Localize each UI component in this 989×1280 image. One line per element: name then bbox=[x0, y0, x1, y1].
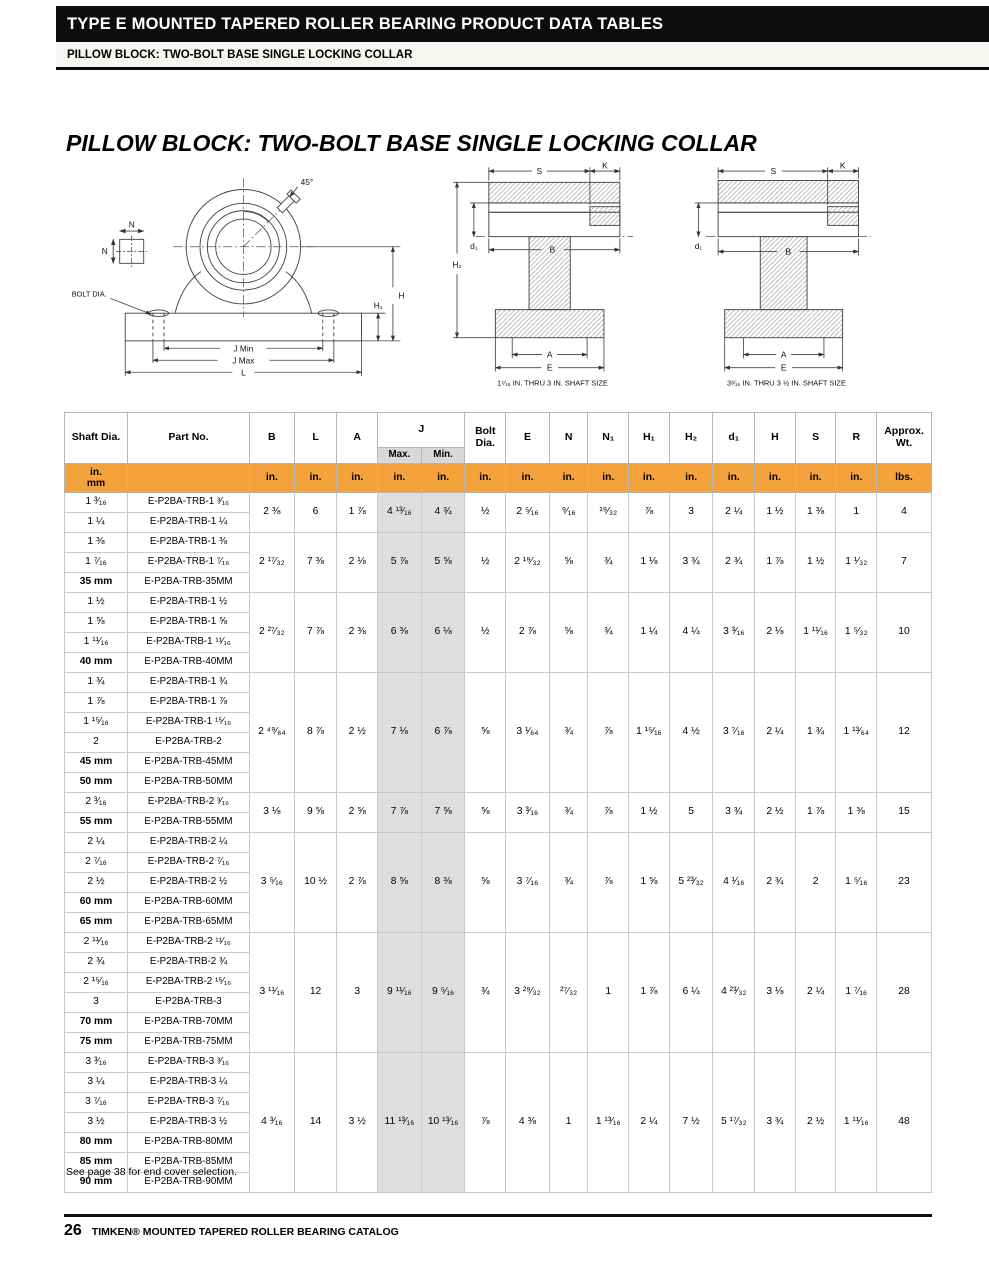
unit-cell-l: in. bbox=[294, 464, 337, 493]
dim-cell-R: 1 bbox=[836, 493, 877, 533]
dim-cell-d1: 4 ¹⁄₁₆ bbox=[713, 833, 755, 933]
dim-cell-E: 3 ¹⁄₆₄ bbox=[506, 673, 550, 793]
dim-cell-bolt-dia: ½ bbox=[465, 493, 506, 533]
dim-cell-J-min: 6 ⅞ bbox=[421, 673, 465, 793]
dim-cell-J-max: 4 ¹³⁄₁₆ bbox=[378, 493, 422, 533]
part-no-cell: E-P2BA-TRB-3 ¼ bbox=[128, 1073, 250, 1093]
part-no-cell: E-P2BA-TRB-1 ³⁄₁₆ bbox=[128, 493, 250, 513]
dim-cell-H1: 1 ⅞ bbox=[629, 933, 670, 1053]
col-header-shaft-dia: Shaft Dia. bbox=[65, 413, 128, 464]
dim-cell-H2: 7 ½ bbox=[669, 1053, 713, 1193]
dim-cell-d1: 3 ¾ bbox=[713, 793, 755, 833]
dim-label-45deg: 45° bbox=[300, 176, 314, 187]
unit-cell-n: in. bbox=[549, 464, 588, 493]
part-no-cell: E-P2BA-TRB-85MM bbox=[128, 1153, 250, 1173]
dim-cell-N: ⅝ bbox=[549, 533, 588, 593]
dim-cell-A: 2 ½ bbox=[337, 673, 378, 793]
dim-cell-A: 2 ⅝ bbox=[337, 793, 378, 833]
dim-cell-wt: 10 bbox=[877, 593, 932, 673]
dim-cell-N1: 1 ¹³⁄₁₆ bbox=[588, 1053, 629, 1193]
unit-cell-s: in. bbox=[795, 464, 836, 493]
table-row bbox=[65, 793, 932, 813]
page-number: 26 bbox=[64, 1222, 82, 1239]
footer-catalog-title: TIMKEN® MOUNTED TAPERED ROLLER BEARING CATALOG bbox=[91, 1226, 399, 1238]
dim-cell-S: 1 ⅞ bbox=[795, 793, 836, 833]
unit-cell-b: in. bbox=[249, 464, 294, 493]
part-no-cell: E-P2BA-TRB-70MM bbox=[128, 1013, 250, 1033]
dim-cell-J-min: 5 ⅝ bbox=[421, 533, 465, 593]
dim-cell-d1: 2 ¾ bbox=[713, 533, 755, 593]
dim-cell-R: 1 ⁵⁄₁₆ bbox=[836, 833, 877, 933]
part-no-cell: E-P2BA-TRB-3 bbox=[128, 993, 250, 1013]
dim-cell-L: 7 ⅞ bbox=[294, 593, 337, 673]
dim-cell-J-min: 9 ⁵⁄₁₆ bbox=[421, 933, 465, 1053]
dim-label-b: B bbox=[549, 244, 556, 255]
dim-cell-H: 3 ⅛ bbox=[755, 933, 796, 1053]
dim-cell-B: 2 ²⁷⁄₃₂ bbox=[249, 593, 294, 673]
dim-label-d1: d₁ bbox=[694, 240, 703, 251]
dim-cell-E: 3 ³⁄₁₆ bbox=[506, 793, 550, 833]
dim-cell-A: 3 ½ bbox=[337, 1053, 378, 1193]
product-table-body bbox=[65, 493, 932, 1193]
dim-cell-N1: ¾ bbox=[588, 593, 629, 673]
dim-label-e: E bbox=[780, 362, 787, 373]
dim-cell-H1: 1 ¼ bbox=[629, 593, 670, 673]
part-no-cell: E-P2BA-TRB-2 bbox=[128, 733, 250, 753]
dim-cell-B: 4 ³⁄₁₆ bbox=[249, 1053, 294, 1193]
shaft-dia-cell: 35 mm bbox=[65, 573, 128, 593]
part-no-cell: E-P2BA-TRB-1 ¹⁵⁄₁₆ bbox=[128, 713, 250, 733]
dim-cell-J-min: 4 ¾ bbox=[421, 493, 465, 533]
dim-cell-d1: 3 ³⁄₁₆ bbox=[713, 593, 755, 673]
unit-line: in. bbox=[90, 466, 103, 478]
shaft-dia-cell: 1 ½ bbox=[65, 593, 128, 613]
dim-cell-A: 2 ⅜ bbox=[337, 593, 378, 673]
part-no-cell: E-P2BA-TRB-40MM bbox=[128, 653, 250, 673]
dim-cell-E: 2 ¹⁹⁄₃₂ bbox=[506, 533, 550, 593]
unit-cell-approx-wt: lbs. bbox=[877, 464, 932, 493]
dim-cell-d1: 2 ¼ bbox=[713, 493, 755, 533]
shaft-dia-cell: 45 mm bbox=[65, 753, 128, 773]
dim-cell-S: 1 ¹¹⁄₁₆ bbox=[795, 593, 836, 673]
shaft-dia-cell: 2 ¹¹⁄₁₆ bbox=[65, 933, 128, 953]
dim-cell-R: 1 ⁷⁄₁₆ bbox=[836, 933, 877, 1053]
dim-label-s: S bbox=[536, 165, 543, 176]
shaft-dia-cell: 3 bbox=[65, 993, 128, 1013]
shaft-dia-cell: 1 ⅞ bbox=[65, 693, 128, 713]
col-header-d: d₁ bbox=[713, 413, 755, 464]
shaft-dia-cell: 1 ⅜ bbox=[65, 533, 128, 553]
dim-cell-L: 14 bbox=[294, 1053, 337, 1193]
shaft-dia-cell: 2 ³⁄₁₆ bbox=[65, 793, 128, 813]
footer-rule bbox=[64, 1214, 932, 1217]
shaft-dia-cell: 2 ⁷⁄₁₆ bbox=[65, 853, 128, 873]
dim-cell-H2: 4 ½ bbox=[669, 673, 713, 793]
drawing-caption: 3³⁄₁₆ IN. THRU 3 ½ IN. SHAFT SIZE bbox=[726, 378, 846, 388]
shaft-dia-cell: 1 ³⁄₁₆ bbox=[65, 493, 128, 513]
col-header-l: L bbox=[294, 413, 337, 464]
shaft-dia-cell: 1 ¼ bbox=[65, 513, 128, 533]
dim-cell-S: 1 ¾ bbox=[795, 673, 836, 793]
col-header-h: H₂ bbox=[669, 413, 713, 464]
section-outline bbox=[489, 182, 620, 337]
dim-cell-bolt-dia: ⅝ bbox=[465, 833, 506, 933]
unit-cell-h: in. bbox=[629, 464, 670, 493]
shaft-dia-cell: 70 mm bbox=[65, 1013, 128, 1033]
part-no-cell: E-P2BA-TRB-1 ¹¹⁄₁₆ bbox=[128, 633, 250, 653]
col-header-h: H₁ bbox=[629, 413, 670, 464]
col-header-n: N bbox=[549, 413, 588, 464]
dim-cell-wt: 4 bbox=[877, 493, 932, 533]
part-no-cell: E-P2BA-TRB-3 ½ bbox=[128, 1113, 250, 1133]
dim-cell-d1: 5 ¹⁷⁄₃₂ bbox=[713, 1053, 755, 1193]
unit-cell-j: in. bbox=[378, 464, 422, 493]
dim-cell-H2: 3 bbox=[669, 493, 713, 533]
part-no-cell: E-P2BA-TRB-75MM bbox=[128, 1033, 250, 1053]
unit-cell-part bbox=[128, 464, 250, 493]
page-footer bbox=[64, 1222, 399, 1240]
subheader-title: PILLOW BLOCK: TWO-BOLT BASE SINGLE LOCKING COLLAR bbox=[67, 48, 413, 61]
unit-cell-e: in. bbox=[506, 464, 550, 493]
unit-cell-d: in. bbox=[713, 464, 755, 493]
dim-cell-B: 3 ⁵⁄₁₆ bbox=[249, 833, 294, 933]
col-header-s: S bbox=[795, 413, 836, 464]
dim-cell-H: 1 ⅞ bbox=[755, 533, 796, 593]
dim-cell-H1: 1 ⅛ bbox=[629, 533, 670, 593]
dim-label-s: S bbox=[770, 165, 777, 176]
header-bar-title: TYPE E MOUNTED TAPERED ROLLER BEARING PRODUCT DATA TABLES bbox=[67, 14, 664, 33]
bolt-slot-detail bbox=[113, 231, 147, 267]
dim-cell-bolt-dia: ⅝ bbox=[465, 673, 506, 793]
dim-cell-L: 8 ⅞ bbox=[294, 673, 337, 793]
table-row bbox=[65, 533, 932, 553]
dim-cell-B: 3 ⅛ bbox=[249, 793, 294, 833]
dim-cell-L: 6 bbox=[294, 493, 337, 533]
col-header-h: H bbox=[755, 413, 796, 464]
dim-cell-H2: 4 ¼ bbox=[669, 593, 713, 673]
dim-cell-R: 1 ¹³⁄₆₄ bbox=[836, 673, 877, 793]
dim-cell-N1: ¹⁹⁄₃₂ bbox=[588, 493, 629, 533]
table-row bbox=[65, 493, 932, 513]
dim-cell-E: 2 ⁵⁄₁₆ bbox=[506, 493, 550, 533]
col-header-e: E bbox=[506, 413, 550, 464]
part-no-cell: E-P2BA-TRB-1 ½ bbox=[128, 593, 250, 613]
dim-cell-d1: 4 ²³⁄₃₂ bbox=[713, 933, 755, 1053]
part-no-cell: E-P2BA-TRB-2 ³⁄₁₆ bbox=[128, 793, 250, 813]
dim-cell-d1: 3 ⁷⁄₁₆ bbox=[713, 673, 755, 793]
dim-cell-N1: ⅞ bbox=[588, 673, 629, 793]
shaft-dia-cell: 50 mm bbox=[65, 773, 128, 793]
dim-cell-S: 2 ¼ bbox=[795, 933, 836, 1053]
dim-cell-L: 7 ⅜ bbox=[294, 533, 337, 593]
shaft-dia-cell: 3 ⁷⁄₁₆ bbox=[65, 1093, 128, 1113]
product-data-table-wrap bbox=[64, 412, 932, 1193]
dim-cell-N: ⁹⁄₁₆ bbox=[549, 493, 588, 533]
part-no-cell: E-P2BA-TRB-65MM bbox=[128, 913, 250, 933]
table-row bbox=[65, 933, 932, 953]
dim-cell-J-min: 6 ⅛ bbox=[421, 593, 465, 673]
shaft-dia-cell: 1 ¹¹⁄₁₆ bbox=[65, 633, 128, 653]
table-units-row bbox=[65, 464, 932, 493]
unit-cell-r: in. bbox=[836, 464, 877, 493]
col-header-bolt-dia: Bolt Dia. bbox=[465, 413, 506, 464]
part-no-cell: E-P2BA-TRB-50MM bbox=[128, 773, 250, 793]
dim-cell-bolt-dia: ¾ bbox=[465, 933, 506, 1053]
dim-cell-L: 9 ⅝ bbox=[294, 793, 337, 833]
col-subheader-min: Min. bbox=[421, 448, 465, 464]
part-no-cell: E-P2BA-TRB-2 ⁷⁄₁₆ bbox=[128, 853, 250, 873]
dim-cell-B: 2 ⅜ bbox=[249, 493, 294, 533]
part-no-cell: E-P2BA-TRB-3 ³⁄₁₆ bbox=[128, 1053, 250, 1073]
part-no-cell: E-P2BA-TRB-3 ⁷⁄₁₆ bbox=[128, 1093, 250, 1113]
dim-cell-H: 2 ½ bbox=[755, 793, 796, 833]
part-no-cell: E-P2BA-TRB-35MM bbox=[128, 573, 250, 593]
dim-cell-N: ¾ bbox=[549, 793, 588, 833]
part-no-cell: E-P2BA-TRB-1 ⅜ bbox=[128, 533, 250, 553]
dim-cell-R: 1 ¹¹⁄₁₆ bbox=[836, 1053, 877, 1193]
dim-cell-H1: 1 ⅝ bbox=[629, 833, 670, 933]
dim-cell-bolt-dia: ½ bbox=[465, 593, 506, 673]
dim-cell-H: 1 ½ bbox=[755, 493, 796, 533]
part-no-cell: E-P2BA-TRB-45MM bbox=[128, 753, 250, 773]
part-no-cell: E-P2BA-TRB-2 ¹¹⁄₁₆ bbox=[128, 933, 250, 953]
shaft-dia-cell: 2 ¹⁵⁄₁₆ bbox=[65, 973, 128, 993]
unit-cell-j: in. bbox=[421, 464, 465, 493]
dim-cell-J-max: 11 ¹³⁄₁₆ bbox=[378, 1053, 422, 1193]
dim-label-b: B bbox=[785, 246, 792, 257]
dim-cell-J-max: 7 ⅞ bbox=[378, 793, 422, 833]
dim-label-n-top: N bbox=[128, 219, 135, 230]
table-row bbox=[65, 593, 932, 613]
shaft-dia-cell: 85 mm bbox=[65, 1153, 128, 1173]
dim-cell-N: ¾ bbox=[549, 833, 588, 933]
shaft-dia-cell: 3 ½ bbox=[65, 1113, 128, 1133]
dim-label-j-min: J Min bbox=[233, 343, 254, 354]
dim-cell-bolt-dia: ½ bbox=[465, 533, 506, 593]
shaft-dia-cell: 2 bbox=[65, 733, 128, 753]
unit-cell-h: in. bbox=[755, 464, 796, 493]
dim-label-j-max: J Max bbox=[232, 355, 255, 366]
dim-label-n-side: N bbox=[101, 246, 108, 257]
dim-cell-N: ¾ bbox=[549, 673, 588, 793]
dim-cell-A: 2 ⅛ bbox=[337, 533, 378, 593]
dim-cell-E: 2 ⅞ bbox=[506, 593, 550, 673]
dim-label-bolt-dia: BOLT DIA. bbox=[71, 289, 107, 299]
dim-label-e: E bbox=[546, 362, 553, 373]
col-header-approx-wt: Approx. Wt. bbox=[877, 413, 932, 464]
part-no-cell: E-P2BA-TRB-1 ¼ bbox=[128, 513, 250, 533]
page-title: PILLOW BLOCK: TWO-BOLT BASE SINGLE LOCKING COLLAR bbox=[66, 130, 757, 156]
part-no-cell: E-P2BA-TRB-2 ¹⁵⁄₁₆ bbox=[128, 973, 250, 993]
unit-cell-n: in. bbox=[588, 464, 629, 493]
col-header-r: R bbox=[836, 413, 877, 464]
dim-cell-H2: 6 ¼ bbox=[669, 933, 713, 1053]
shaft-dia-cell: 2 ¾ bbox=[65, 953, 128, 973]
part-no-cell: E-P2BA-TRB-55MM bbox=[128, 813, 250, 833]
page-subheader-bar bbox=[56, 42, 989, 70]
col-header-n: N₁ bbox=[588, 413, 629, 464]
unit-cell-bolt-dia: in. bbox=[465, 464, 506, 493]
product-table-head bbox=[65, 413, 932, 493]
dim-cell-E: 3 ²⁹⁄₃₂ bbox=[506, 933, 550, 1053]
dim-cell-S: 1 ⅜ bbox=[795, 493, 836, 533]
technical-drawings bbox=[68, 158, 948, 392]
dim-cell-J-max: 5 ⅞ bbox=[378, 533, 422, 593]
dim-cell-H1: 1 ½ bbox=[629, 793, 670, 833]
part-no-cell: E-P2BA-TRB-1 ⅞ bbox=[128, 693, 250, 713]
shaft-dia-cell: 60 mm bbox=[65, 893, 128, 913]
dim-cell-wt: 23 bbox=[877, 833, 932, 933]
section-drawing-small-shafts bbox=[442, 158, 662, 392]
product-table bbox=[64, 412, 932, 1193]
dim-cell-N: ⅝ bbox=[549, 593, 588, 673]
dimension-lines bbox=[110, 187, 400, 376]
section-outline bbox=[718, 180, 858, 337]
dim-cell-H2: 3 ¾ bbox=[669, 533, 713, 593]
dim-cell-R: 1 ¹⁄₃₂ bbox=[836, 533, 877, 593]
part-no-cell: E-P2BA-TRB-90MM bbox=[128, 1173, 250, 1193]
dim-cell-H: 2 ¾ bbox=[755, 833, 796, 933]
end-cover-note: See page 38 for end cover selection. bbox=[66, 1166, 238, 1178]
dim-cell-H1: 1 ¹⁵⁄₁₆ bbox=[629, 673, 670, 793]
part-no-cell: E-P2BA-TRB-1 ¾ bbox=[128, 673, 250, 693]
dim-cell-L: 10 ½ bbox=[294, 833, 337, 933]
dim-label-a: A bbox=[780, 349, 787, 360]
dim-cell-bolt-dia: ⅞ bbox=[465, 1053, 506, 1193]
dim-cell-B: 2 ⁴⁹⁄₆₄ bbox=[249, 673, 294, 793]
dim-cell-S: 2 bbox=[795, 833, 836, 933]
dim-cell-N: 1 bbox=[549, 1053, 588, 1193]
shaft-dia-cell: 3 ³⁄₁₆ bbox=[65, 1053, 128, 1073]
unit-line: mm bbox=[86, 478, 106, 489]
part-no-cell: E-P2BA-TRB-1 ⅝ bbox=[128, 613, 250, 633]
dim-label-h2: H₂ bbox=[452, 259, 462, 270]
dim-cell-R: 1 ⅜ bbox=[836, 793, 877, 833]
table-row bbox=[65, 833, 932, 853]
shaft-dia-cell: 2 ¼ bbox=[65, 833, 128, 853]
dim-cell-N1: ⅞ bbox=[588, 793, 629, 833]
dim-label-h: H bbox=[398, 290, 405, 301]
dim-cell-J-max: 7 ⅛ bbox=[378, 673, 422, 793]
dim-label-k: K bbox=[839, 160, 846, 171]
dim-cell-E: 4 ⅜ bbox=[506, 1053, 550, 1193]
part-no-cell: E-P2BA-TRB-2 ¾ bbox=[128, 953, 250, 973]
shaft-dia-cell: 1 ¾ bbox=[65, 673, 128, 693]
dim-cell-J-max: 9 ¹¹⁄₁₆ bbox=[378, 933, 422, 1053]
dim-cell-N1: 1 bbox=[588, 933, 629, 1053]
dim-cell-J-max: 8 ⅝ bbox=[378, 833, 422, 933]
part-no-cell: E-P2BA-TRB-60MM bbox=[128, 893, 250, 913]
shaft-dia-cell: 75 mm bbox=[65, 1033, 128, 1053]
dim-cell-A: 3 bbox=[337, 933, 378, 1053]
page-header-bar bbox=[56, 6, 989, 42]
drawing-caption: 1⁷⁄₁₆ IN. THRU 3 IN. SHAFT SIZE bbox=[497, 378, 608, 388]
shaft-dia-cell: 65 mm bbox=[65, 913, 128, 933]
col-header-part-no: Part No. bbox=[128, 413, 250, 464]
dim-cell-H1: ⅞ bbox=[629, 493, 670, 533]
shaft-dia-cell: 1 ⅝ bbox=[65, 613, 128, 633]
dim-cell-J-min: 7 ⅝ bbox=[421, 793, 465, 833]
pillow-block-front-drawing bbox=[68, 158, 428, 389]
dim-cell-E: 3 ⁷⁄₁₆ bbox=[506, 833, 550, 933]
dim-cell-S: 2 ½ bbox=[795, 1053, 836, 1193]
unit-cell-shaft bbox=[65, 464, 128, 493]
dim-label-k: K bbox=[602, 160, 608, 171]
dim-cell-S: 1 ½ bbox=[795, 533, 836, 593]
col-subheader-max: Max. bbox=[378, 448, 422, 464]
dim-cell-A: 1 ⅞ bbox=[337, 493, 378, 533]
dim-label-l: L bbox=[241, 367, 246, 378]
unit-cell-a: in. bbox=[337, 464, 378, 493]
dim-cell-J-min: 8 ⅜ bbox=[421, 833, 465, 933]
section-drawing-large-shafts bbox=[676, 158, 896, 392]
dim-cell-H: 3 ¾ bbox=[755, 1053, 796, 1193]
dim-cell-H: 2 ¼ bbox=[755, 673, 796, 793]
dim-cell-H1: 2 ¼ bbox=[629, 1053, 670, 1193]
dim-cell-wt: 12 bbox=[877, 673, 932, 793]
shaft-dia-cell: 55 mm bbox=[65, 813, 128, 833]
part-no-cell: E-P2BA-TRB-80MM bbox=[128, 1133, 250, 1153]
dim-cell-A: 2 ⅞ bbox=[337, 833, 378, 933]
table-row bbox=[65, 1053, 932, 1073]
dim-label-a: A bbox=[546, 349, 553, 360]
dim-cell-H: 2 ⅛ bbox=[755, 593, 796, 673]
dim-cell-wt: 48 bbox=[877, 1053, 932, 1193]
dim-cell-J-max: 6 ⅜ bbox=[378, 593, 422, 673]
col-header-b: B bbox=[249, 413, 294, 464]
table-header-row bbox=[65, 413, 932, 448]
dim-cell-L: 12 bbox=[294, 933, 337, 1053]
shaft-dia-cell: 1 ¹⁵⁄₁₆ bbox=[65, 713, 128, 733]
col-header-a: A bbox=[337, 413, 378, 464]
dim-cell-wt: 7 bbox=[877, 533, 932, 593]
shaft-dia-cell: 1 ⁷⁄₁₆ bbox=[65, 553, 128, 573]
dim-label-d1: d₁ bbox=[470, 240, 478, 251]
part-no-cell: E-P2BA-TRB-1 ⁷⁄₁₆ bbox=[128, 553, 250, 573]
dim-label-h1: H₁ bbox=[373, 300, 383, 311]
dim-cell-J-min: 10 ¹³⁄₁₆ bbox=[421, 1053, 465, 1193]
dim-cell-wt: 28 bbox=[877, 933, 932, 1053]
dim-cell-N1: ⅞ bbox=[588, 833, 629, 933]
shaft-dia-cell: 90 mm bbox=[65, 1173, 128, 1193]
dim-cell-H2: 5 bbox=[669, 793, 713, 833]
dim-cell-B: 2 ¹⁷⁄₃₂ bbox=[249, 533, 294, 593]
shaft-dia-cell: 2 ½ bbox=[65, 873, 128, 893]
col-header-j: J bbox=[378, 413, 465, 448]
table-row bbox=[65, 673, 932, 693]
dim-cell-B: 3 ¹¹⁄₁₆ bbox=[249, 933, 294, 1053]
dim-cell-R: 1 ⁵⁄₃₂ bbox=[836, 593, 877, 673]
dim-cell-N1: ¾ bbox=[588, 533, 629, 593]
part-no-cell: E-P2BA-TRB-2 ¼ bbox=[128, 833, 250, 853]
part-no-cell: E-P2BA-TRB-2 ½ bbox=[128, 873, 250, 893]
shaft-dia-cell: 80 mm bbox=[65, 1133, 128, 1153]
shaft-dia-cell: 40 mm bbox=[65, 653, 128, 673]
dim-cell-H2: 5 ²³⁄₃₂ bbox=[669, 833, 713, 933]
shaft-dia-cell: 3 ¼ bbox=[65, 1073, 128, 1093]
dim-cell-N: ²⁷⁄₃₂ bbox=[549, 933, 588, 1053]
unit-cell-h: in. bbox=[669, 464, 713, 493]
dim-cell-bolt-dia: ⅝ bbox=[465, 793, 506, 833]
dim-cell-wt: 15 bbox=[877, 793, 932, 833]
